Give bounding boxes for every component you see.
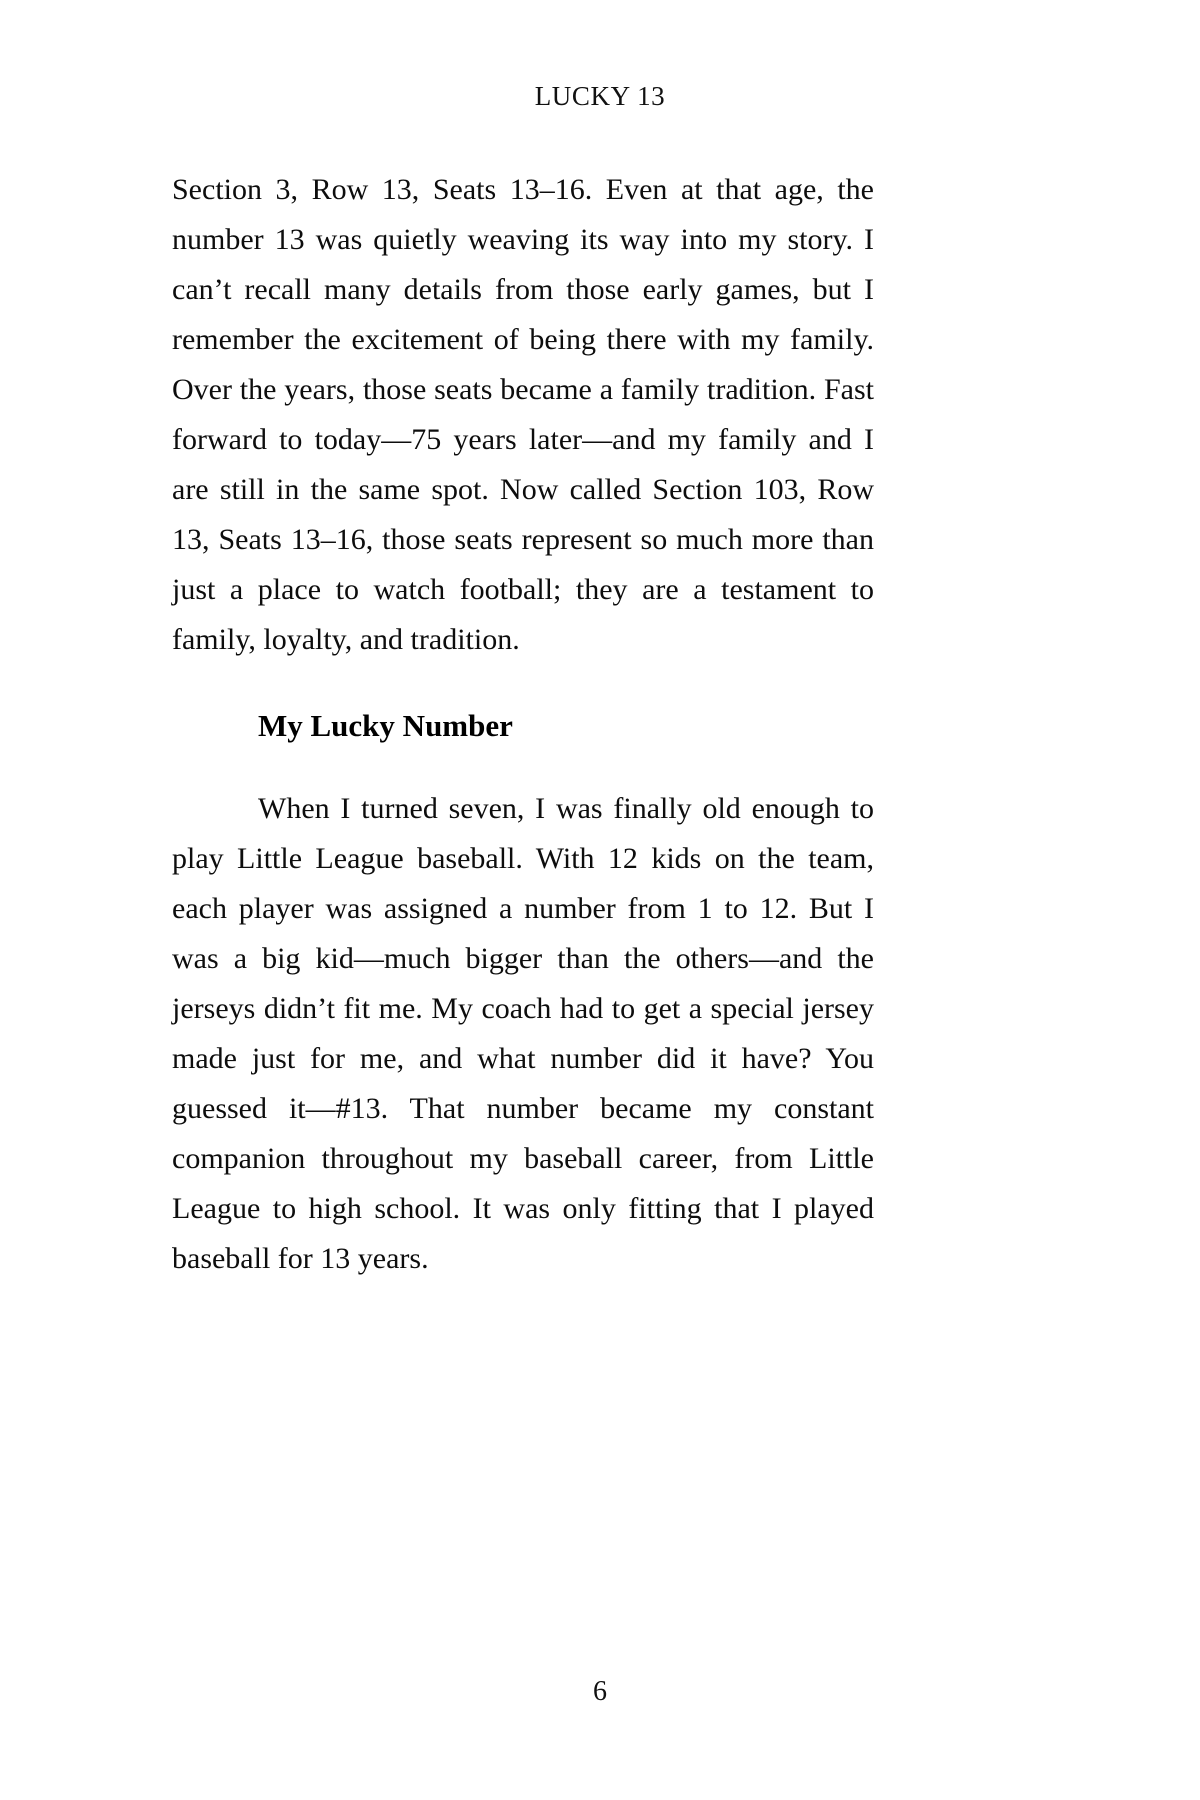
page-content [172, 165, 874, 1284]
paragraph-my-lucky-number: When I turned seven, I was finally old enough to play Little League baseball. With 12 kids on the team, each player was assigned a number from 1 to 12. But I was a big kid—much bigger than the others—and the jerseys didn’t fit me. My coach had to get a special jersey made just for me, and what number did it have? You guessed it—#13. That number became my constant companion throughout my baseball career, from Little League to high school. It was only fitting that I played baseball for 13 years. [172, 792, 874, 1276]
section-heading-my-lucky-number: My Lucky Number [258, 708, 513, 743]
paragraph-opening: Section 3, Row 13, Seats 13–16. Even at that age, the number 13 was quietly weaving its way into my story. I can’t recall many details from those early games, but I remember the excitement of being there with my family. Over the years, those seats became a family tradition. Fast forward to today—75 years later—and my family and I are still in the same spot. Now called Section 103, Row 13, Seats 13–16, those seats represent so much more than just a place to watch football; they are a testament to family, loyalty, and tradition. [172, 173, 874, 656]
running-header: LUCKY 13 [534, 81, 666, 111]
page-number: 6 [593, 1676, 607, 1707]
